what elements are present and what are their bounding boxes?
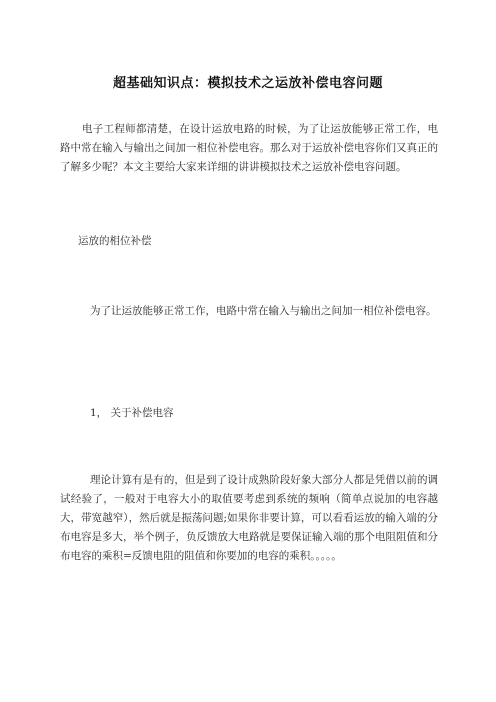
subsection-paragraph: 理论计算有是有的，但是到了设计成熟阶段好象大部分人都是凭借以前的调试经验了，一般对于电容大小的取值要考虑到系统的频响（简单点说加的电容越大，带宽越窄），然后就是振荡问题;如果你非要计算，可以看看运放的输入端的分布电容是多大，举个例子，负反馈放大电路就是要保证输入端的那个电阻阻值和分布电容的乘积=反馈电阻的阻值和你要加的电容的乘积。。。。。 <box>60 474 438 562</box>
section-paragraph: 为了让运放能够正常工作，电路中常在输入与输出之间加一相位补偿电容。 <box>90 305 437 317</box>
subsection-heading: 1， 关于补偿电容 <box>90 407 174 419</box>
intro-paragraph: 电子工程师都清楚，在设计运放电路的时候，为了让运放能够正常工作，电路中常在输入与输出之间加一相位补偿电容。那么对于运放补偿电容你们又真正的了解多少呢？本文主要给大家来详细的讲讲模拟技术之运放补偿电容问题。 <box>60 123 438 173</box>
section-heading: 运放的相位补偿 <box>78 235 152 247</box>
document-title: 超基础知识点：模拟技术之运放补偿电容问题 <box>112 76 383 91</box>
